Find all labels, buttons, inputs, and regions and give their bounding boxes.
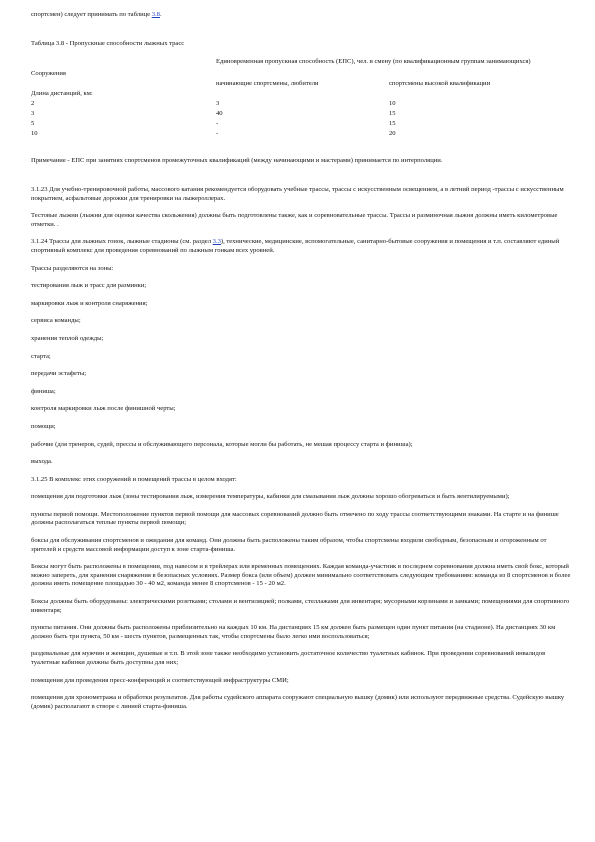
facility-item: помещения для подготовки лыж (зоны тестирования лыж, измерения температуры, кабинки для смазывания лыж должны хорошо обогреваться и быть вентилируемыми);	[31, 493, 510, 501]
header-elite: спортсмены высокой квалификации	[389, 80, 491, 87]
table-row	[31, 100, 571, 110]
header-group: Единовременная пропускная способность (ЕПС), чел. в смену (по квалификационным группам занимающихся)	[216, 58, 531, 65]
paragraph	[31, 238, 571, 255]
distance-cell: 3	[31, 110, 35, 117]
facility-item: пункты питания. Они должны быть расположены приблизительно на каждых 10 км. На дистанциях 15 км должен быть размещен один пункт питания (на стадионе). На дистанциях 30 км должно быть три пункта, 50 км - шесть пунктов, размещенных так, чтобы спортсмены было легко ими воспользоваться;	[31, 624, 556, 640]
elite-cell: 10	[389, 100, 396, 107]
distance-cell: 10	[31, 130, 38, 137]
elite-cell: 15	[389, 110, 396, 117]
zone-item: финиша;	[31, 387, 56, 395]
zone-item: маркировки лыж и контроля снаряжения;	[31, 299, 148, 307]
paragraph: Тестовые лыжни (лыжни для оценки качества скольжения) должны быть подготовлены также, как и соревновательные трассы. Трассы и разминочная лыжня должны иметь километровые отметки. .	[31, 212, 558, 228]
table-header-row	[31, 58, 571, 80]
beginners-cell: -	[216, 120, 219, 127]
paragraph: 3.1.23 Для учебно-тренировочной работы, массового катания рекомендуется оборудовать учебные трассы, трассы с искусственным освещением, а в летний период -трассы с искусственным покрытием, асфальтовые дорожки для тренировки на лыжероллерах.	[31, 186, 564, 202]
zone-item: передачи эстафеты;	[31, 370, 87, 378]
zone-item: сервиса команды;	[31, 317, 81, 325]
distance-cell: 5	[31, 120, 35, 127]
zone-item: хранения теплой одежды;	[31, 334, 104, 342]
distance-cell: 2	[31, 100, 35, 107]
table-note: Примечание - ЕПС при занятиях спортсменов промежуточных квалификаций (между начинающими и мастерами) принимается по интерполяции.	[31, 157, 443, 164]
zone-item: выхода.	[31, 458, 53, 466]
intro-text: спортсмен) следует принимать по таблице	[31, 11, 152, 18]
paragraph: Трассы разделяются на зоны:	[31, 264, 114, 272]
intro-text-end: .	[159, 11, 162, 18]
distance-label: Длина дистанций, км:	[31, 90, 93, 97]
facility-item: Боксы могут быть расположены в помещении, под навесом и в трейлерах или временных помещениях. Каждая команда-участник в последнем соревнования должна иметь свой бокс, который можно запереть, для хранения снаряжения в безопасных условиях. Размер бокса (или объем) должен минимально соответствовать следующим требованиям: команда из 8 спортсменов и более должна иметь помещение площадью 30 - 40 м2, команда менее 8 спортсменов - 15 - 20 м2.	[31, 563, 571, 588]
facility-item: пункты первой помощи. Местоположение пунктов первой помощи для массовых соревнований должно быть отмечено по ходу трассы соответствующими знаками. На старте и на финише должны располагаться теплые пункты первой помощи;	[31, 510, 559, 527]
zone-item: контроля маркировки лыж после финишной черты;	[31, 405, 176, 413]
facility-item: боксы для обслуживания спортсменов и ожидания для команд. Они должны быть расположены таким образом, чтобы спортсмены входили свободным, безопасным и огороженным от зрителей и средств массовой информации доступ к зоне старта-финиша.	[31, 537, 547, 553]
paragraph-text: 3.1.24 Трассы для лыжных гонок, лыжные стадионы (см. раздел	[31, 238, 213, 246]
paragraph: 3.1.25 В комплекс этих сооружений и помещений трассы в целом входят:	[31, 475, 237, 483]
table-row	[31, 120, 571, 130]
zone-item: рабочие (для тренеров, судей, прессы и обслуживающего персонала, которые могли бы работать, не мешая процессу старта и финиша);	[31, 440, 413, 448]
zone-item: старта;	[31, 352, 51, 360]
table-row	[31, 130, 571, 140]
capacity-table	[31, 58, 571, 140]
facility-item: помещения для хронометража и обработки результатов. Для работы судейского аппарата сооружают специальную вышку (домик) или используют передвижные средства. Судейскую вышку (домик) располагают в створе с линией старта-финиша.	[31, 694, 565, 710]
beginners-cell: -	[216, 130, 219, 137]
table-caption: Таблица 3.8 - Пропускные способности лыжных трасс	[31, 40, 185, 47]
paragraph-text-end: ), технические, медицинские, вспомогательные, санитарно-бытовые сооружения и помещения и т.п. составляют единый спортивный комплекс для проведения соревнований по лыжным гонкам всех уровней.	[31, 238, 560, 254]
table-subheader-row	[31, 80, 571, 90]
intro-line	[31, 11, 571, 20]
facility-item: помещения для проведения пресс-конференций и соответствующей инфраструктуры СМИ;	[31, 676, 289, 684]
facility-item: Боксы должны быть оборудованы: электрическими розетками; столами и вентиляцией; полками, стеллажами для инвентаря; мусорными корзинами и замками; помещениями для спортивного инвентаря;	[31, 598, 570, 614]
table-distance-label-row	[31, 90, 571, 100]
elite-cell: 20	[389, 130, 396, 137]
zone-item: тестирования лыж и трасс для разминки;	[31, 282, 147, 290]
table-reference-link[interactable]: 3.8	[151, 11, 160, 18]
table-row	[31, 110, 571, 120]
header-structures: Сооружения	[31, 70, 66, 77]
beginners-cell: 3	[216, 100, 220, 107]
zone-item: помощи;	[31, 422, 56, 430]
elite-cell: 15	[389, 120, 396, 127]
facility-item: раздевальные для мужчин и женщин, душевые и т.п. В этой зоне также необходимо установить достаточное количество туалетных кабинок. При проведении соревнований инвалидов туалетные кабинки должны быть доступны для них;	[31, 650, 546, 666]
header-beginners: начинающие спортсмены, любители	[216, 80, 319, 87]
section-reference-link[interactable]: 3.3	[212, 238, 221, 246]
beginners-cell: 40	[216, 110, 223, 117]
document-body	[31, 186, 571, 720]
